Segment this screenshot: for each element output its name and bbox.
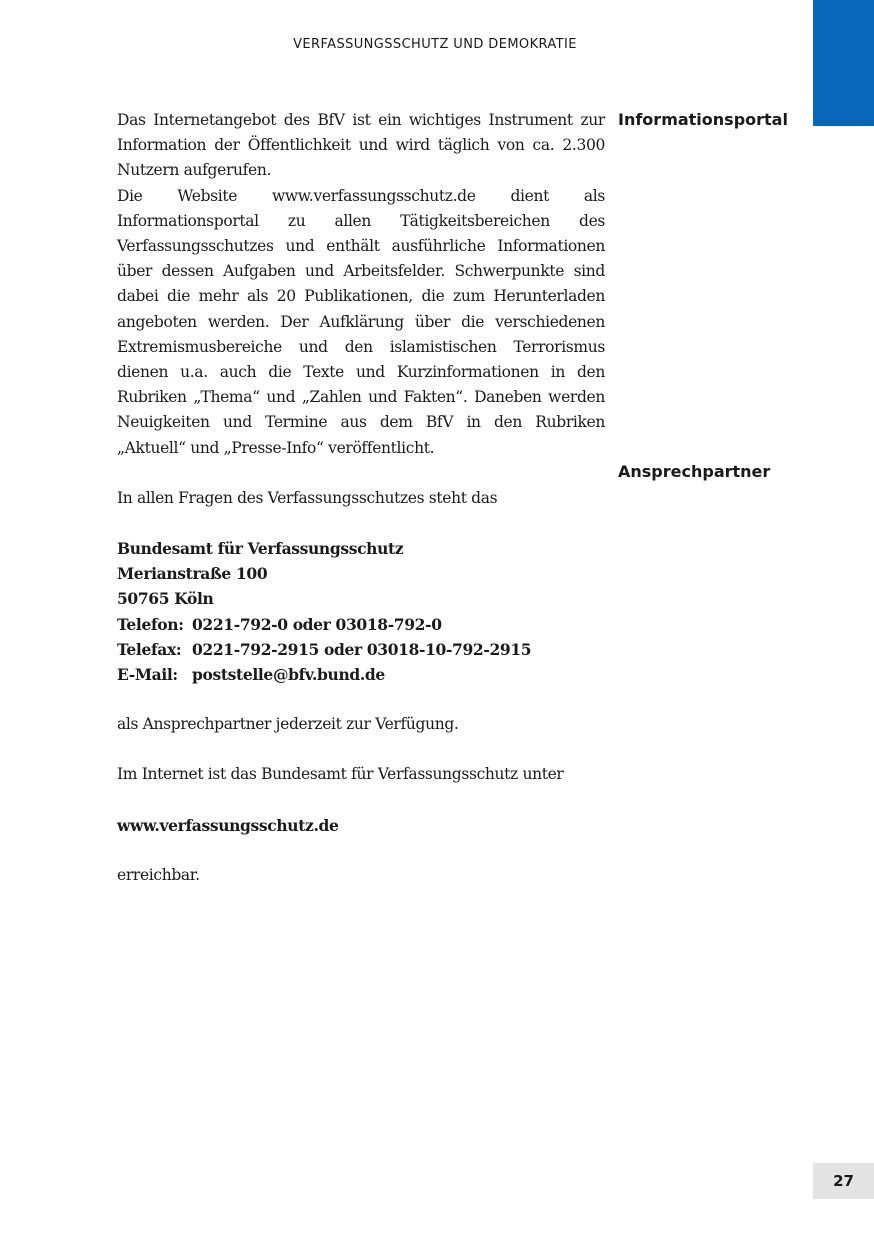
email-value: poststelle@bfv.bund.de: [192, 665, 385, 685]
paragraph-internet-intro: Im Internet ist das Bundesamt für Verfassungsschutz unter: [117, 765, 564, 784]
paragraph-internet-offer: Das Internetangebot des BfV ist ein wichtiges Instrument zur Information der Öffentlichkeit und wird täglich von ca. 2.300 Nutzern aufgerufen.: [117, 111, 605, 180]
margin-heading-ansprechpartner: Ansprechpartner: [618, 462, 771, 481]
contact-street: Merianstraße 100: [117, 564, 268, 584]
contact-fax-row: [117, 637, 605, 662]
paragraph-availability: als Ansprechpartner jederzeit zur Verfügung.: [117, 715, 459, 734]
fax-value: 0221-792-2915 oder 03018-10-792-2915: [192, 639, 532, 659]
contact-phone-row: [117, 612, 605, 637]
margin-heading-informationsportal: Informationsportal: [618, 110, 788, 129]
paragraph-reachable: erreichbar.: [117, 865, 200, 884]
website-url: www.verfassungsschutz.de: [117, 815, 339, 835]
chapter-tab: [813, 0, 874, 126]
phone-value: 0221-792-0 oder 03018-792-0: [192, 614, 442, 634]
contact-block: [117, 536, 605, 687]
contact-city: 50765 Köln: [117, 589, 214, 609]
email-label: E-Mail:: [117, 665, 178, 685]
contact-email-row: [117, 662, 605, 687]
page-number: 27: [813, 1163, 874, 1199]
main-text-column: [117, 108, 605, 888]
paragraph-website: Die Website www.verfassungsschutz.de dient als Informationsportal zu allen Tätigkeitsbereichen des Verfassungsschutzes und enthält ausführliche Informationen über dessen Aufgaben und Arbeitsfelder. Schwerpunkte sind dabei die mehr als 20 Publikationen, die zum Herunterladen angeboten werden. Der Aufklärung über die verschiedenen Extremismusbereiche und den islamistischen Terrorismus dienen u.a. auch die Texte und Kurzinformationen in den Rubriken „Thema“ und „Zahlen und Fakten“. Daneben werden Neuigkeiten und Termine aus dem BfV in den Rubriken „Aktuell“ und „Presse-Info“ veröffentlicht.: [117, 186, 605, 457]
phone-label: Telefon:: [117, 614, 184, 634]
paragraph-contact-intro: In allen Fragen des Verfassungsschutzes steht das: [117, 488, 498, 507]
running-header: VERFASSUNGSSCHUTZ UND DEMOKRATIE: [293, 37, 577, 52]
contact-organization: Bundesamt für Verfassungsschutz: [117, 539, 404, 559]
fax-label: Telefax:: [117, 639, 182, 659]
